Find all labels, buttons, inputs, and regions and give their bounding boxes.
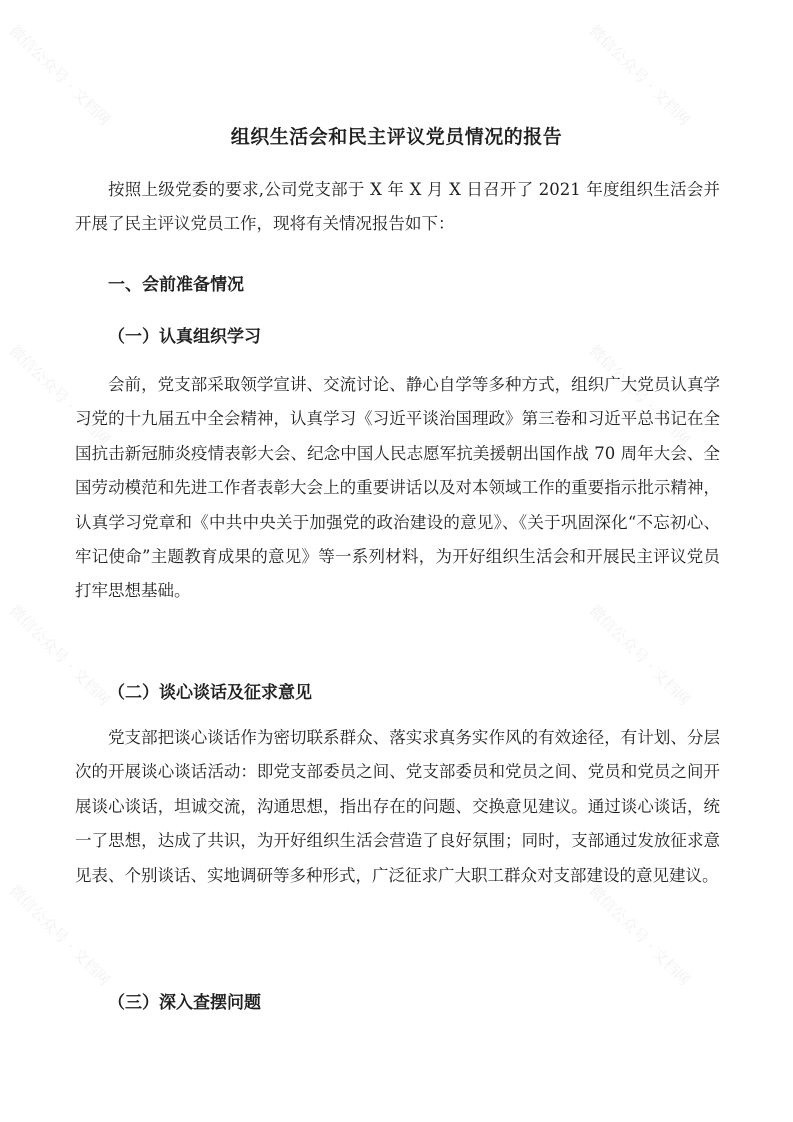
intro-paragraph: 按照上级党委的要求,公司党支部于 X 年 X 月 X 日召开了 2021 年度组织生活会并开展了民主评议党员工作，现将有关情况报告如下： — [75, 180, 720, 234]
subsection-heading-1: （一）认真组织学习 — [108, 327, 261, 347]
watermark: 微信公众号 · 文档网 — [5, 881, 114, 990]
watermark: 微信公众号 · 文档网 — [585, 601, 694, 710]
watermark: 微信公众号 · 文档网 — [5, 601, 114, 710]
document-title: 组织生活会和民主评议党员情况的报告 — [230, 126, 563, 148]
watermark: 微信公众号 · 文档网 — [585, 21, 694, 130]
subsection-body-2: 党支部把谈心谈话作为密切联系群众、落实求真务实作风的有效途径，有计划、分层次的开展谈心谈话活动：即党支部委员之间、党支部委员和党员之间、党员和党员之间开展谈心谈话，坦诚交流，沟通思想，指出存在的问题、交换意见建议。通过谈心谈话，统一了思想，达成了共识，为开好组织生活会营造了良好氛围；同时，支部通过发放征求意见表、个别谈话、实地调研等多种形式，广泛征求广大职工群众对支部建设的意见建议。 — [75, 728, 720, 885]
subsection-heading-3: （三）深入查摆问题 — [108, 993, 261, 1013]
watermark: 微信公众号 · 文档网 — [5, 21, 114, 130]
subsection-body-1: 会前，党支部采取领学宣讲、交流讨论、静心自学等多种方式，组织广大党员认真学习党的十九届五中全会精神，认真学习《习近平谈治国理政》第三卷和习近平总书记在全国抗击新冠肺炎疫情表彰大会、纪念中国人民志愿军抗美援朝出国作战 70 周年大会、全国劳动模范和先进工作者表彰大会上的重要讲话以及对本领域工作的重要指示批示精神，认真学习党章和《中共中央关于加强党的政治建设的意见》、《关于巩固深化“不忘初心、牢记使命”主题教育成果的意见》等一系列材料，为开好组织生活会和开展民主评议党员打牢思想基础。 — [75, 375, 720, 601]
watermark: 微信公众号 · 文档网 — [585, 881, 694, 990]
section-heading-1: 一、会前准备情况 — [108, 275, 244, 295]
subsection-heading-2: （二）谈心谈话及征求意见 — [108, 683, 312, 703]
watermark: 微信公众号 · 文档网 — [585, 341, 694, 450]
watermark: 微信公众号 · 文档网 — [5, 341, 114, 450]
